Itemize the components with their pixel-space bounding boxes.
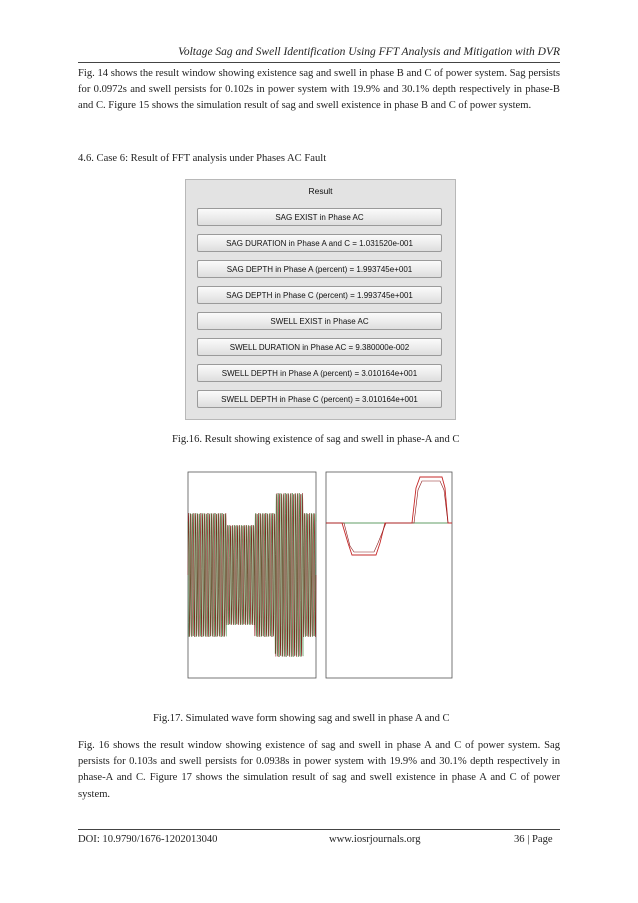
result-button-sag-exist[interactable]: SAG EXIST in Phase AC [197,208,442,226]
footer-page-number: 36 | Page [514,834,553,845]
result-window [185,179,456,420]
header-rule [78,62,560,63]
figure-16-caption: Fig.16. Result showing existence of sag and swell in phase-A and C [172,434,460,445]
result-button-swell-exist[interactable]: SWELL EXIST in Phase AC [197,312,442,330]
paragraph-fig14: Fig. 14 shows the result window showing existence sag and swell in phase B and C of power system. Sag persists for 0.0972s and swell persists for 0.102s in power system with 19.9% and 30.1% depth respectively in phase-B and C. Figure 15 shows the simulation result of sag and swell existence in phase B and C of power system. [78,68,560,112]
result-button-sag-depth-a[interactable]: SAG DEPTH in Phase A (percent) = 1.993745e+001 [197,260,442,278]
figure-17-caption: Fig.17. Simulated wave form showing sag and swell in phase A and C [153,713,450,724]
result-button-swell-depth-a[interactable]: SWELL DEPTH in Phase A (percent) = 3.010164e+001 [197,364,442,382]
running-header: Voltage Sag and Swell Identification Using FFT Analysis and Mitigation with DVR [178,46,560,58]
paragraph-fig16: Fig. 16 shows the result window showing existence of sag and swell in phase A and C of power system. Sag persists for 0.103s and swell persists for 0.0938s in power system with 19.9% and 30.1% depth respectively in phase-A and C. Figure 17 shows the simulation result of sag and swell existence in phase A and C of power system. [78,740,560,800]
figure-17-waveforms [180,468,460,688]
result-button-swell-depth-c[interactable]: SWELL DEPTH in Phase C (percent) = 3.010164e+001 [197,390,442,408]
section-heading: 4.6. Case 6: Result of FFT analysis under Phases AC Fault [78,153,327,164]
result-button-sag-depth-c[interactable]: SAG DEPTH in Phase C (percent) = 1.993745e+001 [197,286,442,304]
waveform-plot-phases [188,472,316,678]
footer-website: www.iosrjournals.org [329,834,421,845]
rms-plot [326,472,452,678]
result-button-swell-duration[interactable]: SWELL DURATION in Phase AC = 9.380000e-002 [197,338,442,356]
footer-doi: DOI: 10.9790/1676-1202013040 [78,834,218,845]
result-window-title: Result [308,186,333,196]
footer-rule [78,829,560,830]
result-button-sag-duration[interactable]: SAG DURATION in Phase A and C = 1.031520e-001 [197,234,442,252]
